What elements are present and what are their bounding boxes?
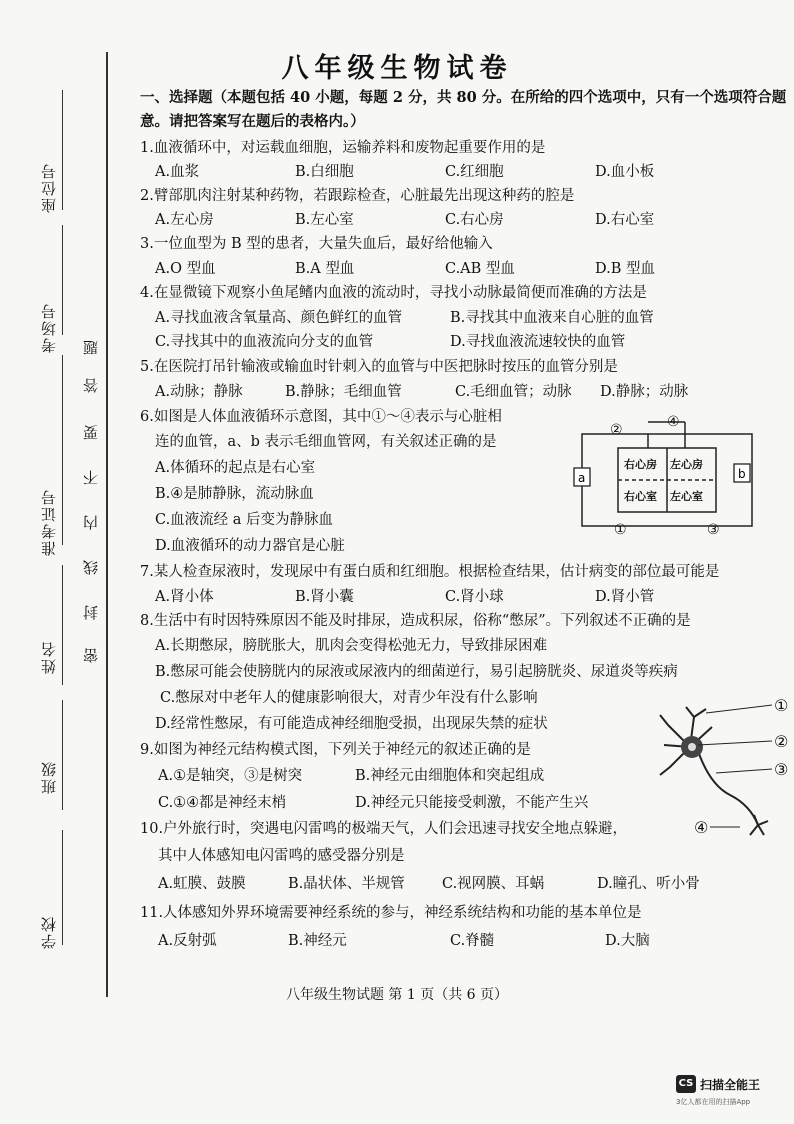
option: B.A 型血 xyxy=(295,261,355,277)
option: A.O 型血 xyxy=(155,261,216,277)
seal-char: 内 xyxy=(82,515,100,530)
option: A.体循环的起点是右心室 xyxy=(155,460,316,476)
vessel-1-label: ① xyxy=(614,522,627,538)
seal-char: 题 xyxy=(82,340,100,355)
rows-label: 左心室 xyxy=(670,490,703,503)
binding-line xyxy=(106,52,108,997)
option: C.寻找其中的血液流向分支的血管 xyxy=(155,334,374,350)
page-title: 八年级生物试卷 xyxy=(281,53,513,84)
option: C.右心房 xyxy=(445,212,504,228)
ticket-label: 准考证号 xyxy=(40,488,58,556)
room-label: 考场号 xyxy=(40,302,58,353)
question-stem: 11.人体感知外界环境需要神经系统的参与，神经系统结构和功能的基本单位是 xyxy=(140,905,642,921)
question-stem-cont: 连的血管，a、b 表示毛细血管网，有关叙述正确的是 xyxy=(155,434,497,450)
option: C.视网膜、耳蜗 xyxy=(442,876,545,892)
neuron-label-2: ② xyxy=(774,732,789,751)
option: B.白细胞 xyxy=(295,164,354,180)
seal-char: 要 xyxy=(82,425,100,440)
section-heading-cont: 意。请把答案写在题后的表格内。） xyxy=(140,113,365,130)
scanner-watermark xyxy=(676,1073,786,1109)
option: A.反射弧 xyxy=(158,933,217,949)
option: C.红细胞 xyxy=(445,164,504,180)
option: B.神经元 xyxy=(288,933,347,949)
option: D.寻找血液流速较快的血管 xyxy=(450,334,626,350)
seal-char: 答 xyxy=(82,378,100,393)
option: D.神经元只能接受刺激，不能产生兴 xyxy=(355,795,589,811)
neuron-label-4: ④ xyxy=(694,818,709,837)
option: A.左心房 xyxy=(155,212,214,228)
option: A.动脉；静脉 xyxy=(155,384,243,400)
option: A.虹膜、鼓膜 xyxy=(158,876,246,892)
question-stem: 10.户外旅行时，突遇电闪雷鸣的极端天气，人们会迅速寻找安全地点躲避， xyxy=(140,821,628,837)
question-stem: 9.如图为神经元结构模式图，下列关于神经元的叙述正确的是 xyxy=(140,742,531,758)
page-footer: 八年级生物试题 第 1 页（共 6 页） xyxy=(285,987,509,1003)
option: D.肾小管 xyxy=(595,589,655,605)
seal-char: 线 xyxy=(82,560,100,575)
option: D.瞳孔、听小骨 xyxy=(597,876,700,892)
option: B.寻找其中血液来自心脏的血管 xyxy=(450,310,654,326)
option: C.憋尿对中老年人的健康影响很大，对青少年没有什么影响 xyxy=(160,690,538,706)
option: B.晶状体、半规管 xyxy=(288,876,405,892)
school-label: 学校 xyxy=(40,915,58,949)
seal-char: 封 xyxy=(82,605,100,620)
option: C.AB 型血 xyxy=(445,261,515,277)
question-stem: 6.如图是人体血液循环示意图，其中①～④表示与心脏相 xyxy=(140,409,502,425)
vessel-3-label: ③ xyxy=(707,522,720,538)
scanner-logo: CS xyxy=(676,1075,696,1093)
option: D.大脑 xyxy=(605,933,650,949)
scanner-name: 扫描全能王 xyxy=(700,1078,761,1092)
option: B.神经元由细胞体和突起组成 xyxy=(355,768,545,784)
option: D.B 型血 xyxy=(595,261,655,277)
name-label: 姓名 xyxy=(40,640,58,674)
question-stem: 5.在医院打吊针输液或输血时针刺入的血管与中医把脉时按压的血管分别是 xyxy=(140,359,618,375)
seal-char: 不 xyxy=(82,470,100,485)
option: C.①④都是神经末梢 xyxy=(158,795,287,811)
option: B.左心室 xyxy=(295,212,354,228)
neuron-label-3: ③ xyxy=(774,760,789,779)
question-stem: 1.血液循环中，对运载血细胞，运输养料和废物起重要作用的是 xyxy=(140,140,546,156)
option: D.血小板 xyxy=(595,164,655,180)
seat-label: 座位号 xyxy=(40,162,58,213)
option: C.毛细血管；动脉 xyxy=(455,384,572,400)
vessel-2-label: ② xyxy=(610,422,623,438)
class-blank xyxy=(62,700,63,810)
school-blank xyxy=(62,830,63,945)
option: D.右心室 xyxy=(595,212,655,228)
option: B.憋尿可能会使膀胱内的尿液或尿液内的细菌逆行，易引起膀胱炎、尿道炎等疾病 xyxy=(155,664,678,680)
option: C.血液流经 a 后变为静脉血 xyxy=(155,512,334,528)
binding-margin xyxy=(0,0,120,1124)
class-label: 班级 xyxy=(40,760,58,794)
question-stem: 3.一位血型为 B 型的患者，大量失血后，最好给他输入 xyxy=(140,236,493,252)
option: D.血液循环的动力器官是心脏 xyxy=(155,538,345,554)
room-blank xyxy=(62,225,63,335)
option: A.肾小体 xyxy=(155,589,214,605)
question-stem: 2.臂部肌肉注射某种药物，若跟踪检查，心脏最先出现这种药的腔是 xyxy=(140,188,575,204)
option: D.静脉；动脉 xyxy=(600,384,689,400)
seal-char: 密 xyxy=(82,648,100,663)
question-stem: 7.某人检查尿液时，发现尿中有蛋白质和红细胞。根据检查结果，估计病变的部位最可能是 xyxy=(140,564,720,580)
neuron-label-1: ① xyxy=(774,696,789,715)
option: B.④是肺静脉，流动脉血 xyxy=(155,486,314,502)
option: C.脊髓 xyxy=(450,933,495,949)
rows-label: 右心室 xyxy=(624,490,657,503)
section-heading: 一、选择题（本题包括 40 小题，每题 2 分，共 80 分。在所给的四个选项中，只有一个选项符合题 xyxy=(140,89,787,106)
question-stem: 4.在显微镜下观察小鱼尾鳍内血液的流动时，寻找小动脉最简便而准确的方法是 xyxy=(140,285,647,301)
option: A.血浆 xyxy=(155,164,200,180)
vessel-4-label: ④ xyxy=(667,414,680,430)
option: C.肾小球 xyxy=(445,589,504,605)
option: D.经常性憋尿，有可能造成神经细胞受损，出现尿失禁的症状 xyxy=(155,716,548,732)
option: A.长期憋尿，膀胱胀大，肌肉会变得松弛无力，导致排尿困难 xyxy=(155,638,548,654)
rows-label: 右心房 xyxy=(624,458,657,471)
question-stem-cont: 其中人体感知电闪雷鸣的感受器分别是 xyxy=(158,848,405,864)
question-stem: 8.生活中有时因特殊原因不能及时排尿，造成积尿，俗称“憋尿”。下列叙述不正确的是 xyxy=(140,613,691,629)
capillary-b-label: b xyxy=(738,467,746,481)
neuron-diagram xyxy=(650,695,794,845)
capillary-a-label: a xyxy=(578,471,586,485)
option: B.静脉；毛细血管 xyxy=(285,384,402,400)
seat-blank xyxy=(62,90,63,210)
option: A.寻找血液含氧量高、颜色鲜红的血管 xyxy=(155,310,403,326)
scanner-tagline: 3亿人都在用的扫描App xyxy=(676,1098,751,1106)
option: A.①是轴突，③是树突 xyxy=(158,768,303,784)
rows-label: 左心房 xyxy=(670,458,703,471)
option: B.肾小囊 xyxy=(295,589,354,605)
ticket-blank xyxy=(62,355,63,545)
name-blank xyxy=(62,565,63,685)
circulation-diagram xyxy=(572,412,762,542)
